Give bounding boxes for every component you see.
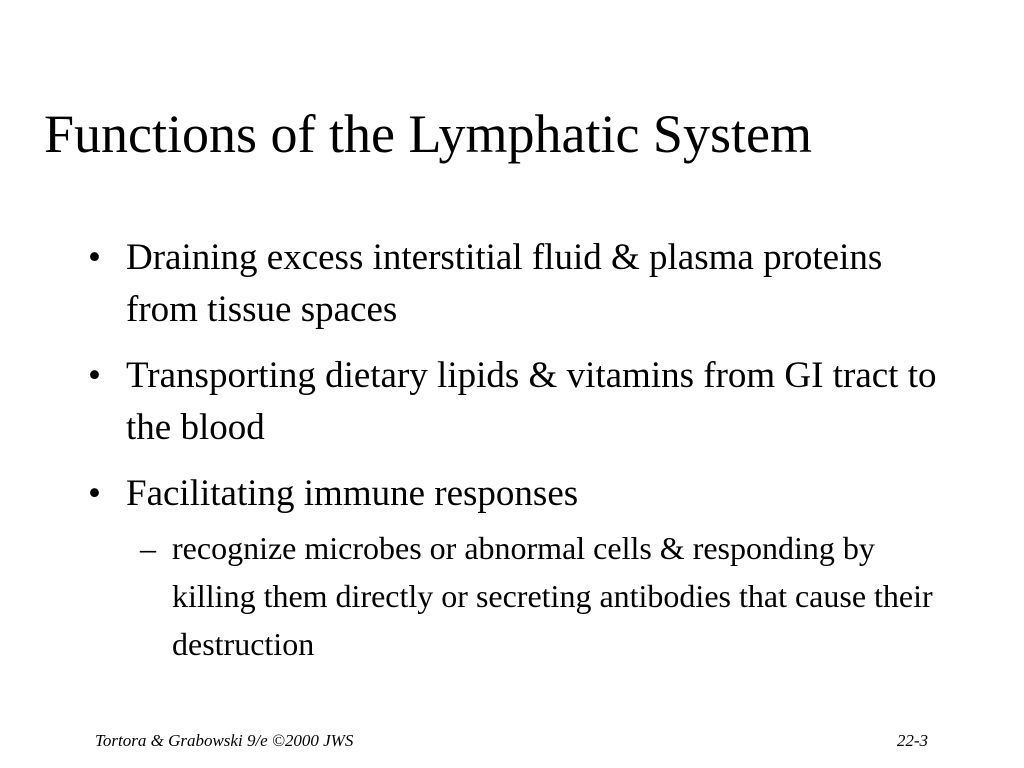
bullet-item (0, 350, 1024, 454)
bullet-item (0, 232, 1024, 336)
slide-title: Functions of the Lymphatic System (44, 104, 812, 164)
bullet-item (0, 468, 1024, 520)
bullet-marker: • (88, 237, 101, 278)
bullet-list (0, 232, 1024, 668)
bullet-text: Transporting dietary lipids & vitamins from GI tract to the blood (126, 355, 937, 448)
sub-bullet-item (0, 524, 1024, 668)
bullet-text: Facilitating immune responses (126, 473, 579, 514)
footer-credit: Tortora & Grabowski 9/e ©2000 JWS (95, 731, 354, 750)
bullet-marker: • (88, 355, 101, 396)
sub-bullet-text: recognize microbes or abnormal cells & responding by killing them directly or secreting antibodies that cause their destruction (172, 530, 933, 662)
footer-slide-number: 22-3 (896, 731, 928, 750)
bullet-text: Draining excess interstitial fluid & plasma proteins from tissue spaces (126, 237, 883, 330)
bullet-marker: • (88, 473, 101, 514)
sub-bullet-marker: – (140, 530, 156, 566)
